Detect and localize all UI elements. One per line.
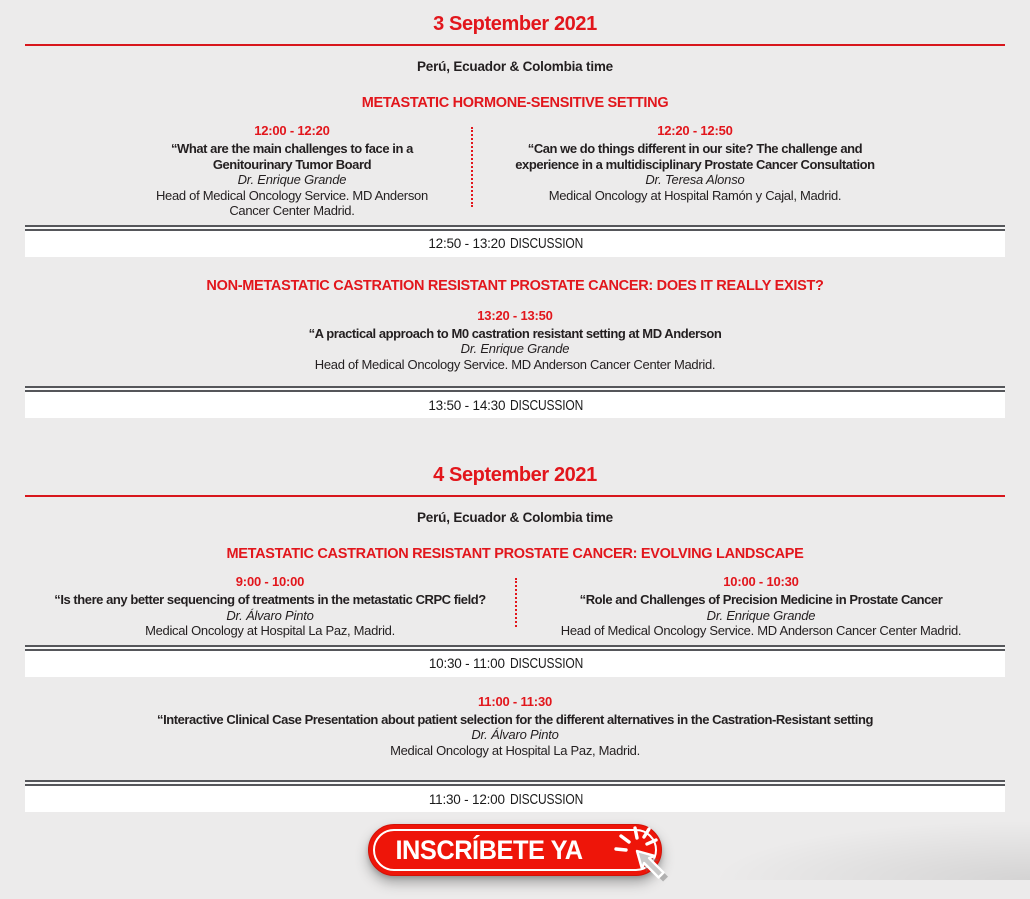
session-time: 12:00 - 12:20 xyxy=(254,123,330,138)
discussion-label: DISCUSSION xyxy=(509,655,583,672)
agenda-day-1 xyxy=(0,13,1030,418)
day-1-title: 3 September 2021 xyxy=(433,13,597,35)
session-speaker: Dr. Enrique Grande xyxy=(706,607,816,623)
discussion-label: DISCUSSION xyxy=(509,790,583,808)
session-card-0900 xyxy=(25,574,515,639)
session-title: “A practical approach to M0 castration resistant setting at MD Anderson xyxy=(308,325,722,341)
day-1-timezone-label: Perú, Ecuador & Colombia time xyxy=(417,59,613,74)
day-2-timezone-label: Perú, Ecuador & Colombia time xyxy=(417,510,613,525)
register-cta-container xyxy=(368,824,662,876)
agenda-day-2 xyxy=(0,464,1030,812)
discussion-label: DISCUSSION xyxy=(510,235,584,252)
session-affiliation: Head of Medical Oncology Service. MD Anderson Cancer Center Madrid. xyxy=(155,187,428,218)
click-cursor-icon xyxy=(613,825,677,899)
session-title: “Can we do things different in our site? The challenge and experience in a multidisciplinary Prostate Cancer Consultation xyxy=(515,141,875,172)
discussion-bar-1350 xyxy=(25,386,1005,418)
day-2-title: 4 September 2021 xyxy=(433,464,597,486)
session-affiliation: Head of Medical Oncology Service. MD Anderson Cancer Center Madrid. xyxy=(314,356,716,372)
day-1-session-row xyxy=(25,123,1005,219)
session-title: “Role and Challenges of Precision Medicine in Prostate Cancer xyxy=(579,592,943,607)
discussion-label: DISCUSSION xyxy=(510,396,584,414)
session-card-1220 xyxy=(473,123,1005,219)
session-speaker: Dr. Enrique Grande xyxy=(237,172,347,187)
session-time: 10:00 - 10:30 xyxy=(723,574,799,589)
day-1-section-2-heading: NON-METASTATIC CASTRATION RESISTANT PROSTATE CANCER: DOES IT REALLY EXIST? xyxy=(206,277,824,294)
discussion-bar-1250 xyxy=(25,225,1005,257)
discussion-bar-1030 xyxy=(25,645,1005,677)
session-card-1320 xyxy=(35,308,995,373)
discussion-time: 13:50 - 14:30 xyxy=(428,397,506,413)
session-card-1000 xyxy=(517,574,1005,639)
session-time: 12:20 - 12:50 xyxy=(657,123,733,138)
session-affiliation: Medical Oncology at Hospital Ramón y Cajal, Madrid. xyxy=(548,187,842,203)
session-title: “Interactive Clinical Case Presentation about patient selection for the different alternatives in the Castration-Resistant setting xyxy=(157,711,873,727)
session-speaker: Dr. Álvaro Pinto xyxy=(471,727,559,742)
day-2-session-row xyxy=(25,574,1005,639)
discussion-time: 10:30 - 11:00 xyxy=(428,656,505,671)
day-1-rule xyxy=(25,44,1005,46)
discussion-bar-1130 xyxy=(25,780,1005,812)
session-title: “Is there any better sequencing of treatments in the metastatic CRPC field? xyxy=(54,592,486,607)
session-speaker: Dr. Teresa Alonso xyxy=(645,172,745,187)
register-button[interactable] xyxy=(368,824,662,876)
session-speaker: Dr. Álvaro Pinto xyxy=(226,607,314,623)
register-button-label: INSCRÍBETE YA xyxy=(395,834,583,865)
session-affiliation: Head of Medical Oncology Service. MD Anderson Cancer Center Madrid. xyxy=(560,623,962,638)
session-card-1200 xyxy=(25,123,471,219)
session-affiliation: Medical Oncology at Hospital La Paz, Madrid. xyxy=(145,623,395,638)
discussion-time: 11:30 - 12:00 xyxy=(428,791,505,807)
session-speaker: Dr. Enrique Grande xyxy=(460,341,570,356)
session-time: 11:00 - 11:30 xyxy=(477,693,553,709)
session-title: “What are the main challenges to face in a Genitourinary Tumor Board xyxy=(170,141,413,172)
session-time: 9:00 - 10:00 xyxy=(235,574,305,589)
day-2-section-1-heading: METASTATIC CASTRATION RESISTANT PROSTATE CANCER: EVOLVING LANDSCAPE xyxy=(226,546,804,562)
session-time: 13:20 - 13:50 xyxy=(477,307,553,323)
day-2-rule xyxy=(25,495,1005,497)
discussion-time: 12:50 - 13:20 xyxy=(428,236,506,251)
session-affiliation: Medical Oncology at Hospital La Paz, Madrid. xyxy=(390,742,640,758)
day-1-section-1-heading: METASTATIC HORMONE-SENSITIVE SETTING xyxy=(361,95,669,111)
session-card-1100 xyxy=(35,694,995,759)
